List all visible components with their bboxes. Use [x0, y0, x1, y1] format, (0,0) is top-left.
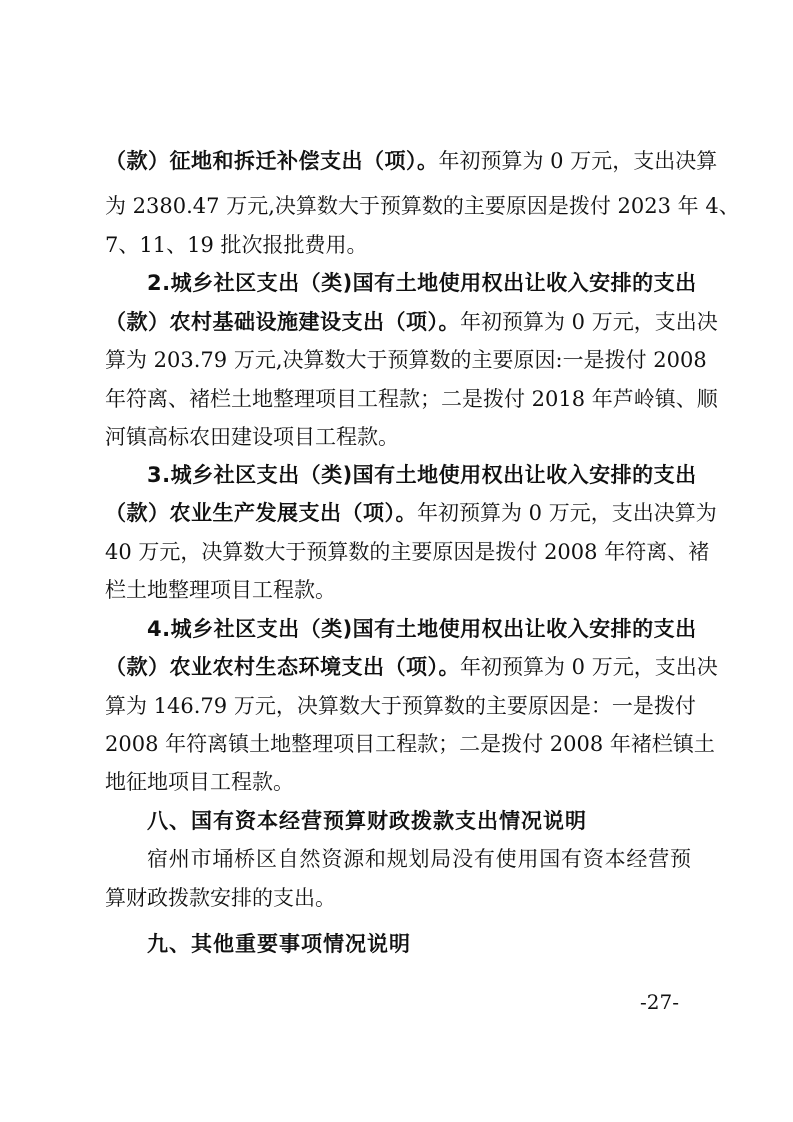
paragraph-4-line-3: 算为 146.79 万元，决算数大于预算数的主要原因是：一是拨付: [105, 694, 696, 718]
body-text: 年初预算为 0 万元，支出决算: [438, 149, 718, 173]
bold-lead: 3.城乡社区支出（类)国有土地使用权出让收入安排的支出: [147, 463, 697, 487]
body-text: 年初预算为 0 万元，支出决: [460, 655, 718, 679]
paragraph-2-line-4: 年符离、褚栏土地整理项目工程款；二是拨付 2018 年芦岭镇、顺: [105, 387, 718, 411]
paragraph-3-line-2: [105, 500, 717, 526]
paragraph-4-line-5: 地征地项目工程款。: [105, 770, 294, 794]
section-8-line-1: 宿州市埇桥区自然资源和规划局没有使用国有资本经营预: [147, 847, 691, 871]
paragraph-2-line-1: [147, 270, 697, 296]
paragraph-4-line-1: [147, 616, 697, 642]
body-text: 年初预算为 0 万元，支出决: [460, 310, 718, 334]
paragraph-3-line-1: [147, 462, 697, 488]
body-text: 年初预算为 0 万元，支出决算为: [417, 501, 717, 525]
page-number: -27-: [640, 990, 679, 1014]
paragraph-1-line-2: 为 2380.47 万元,决算数大于预算数的主要原因是拨付 2023 年 4、: [105, 194, 740, 218]
paragraph-2-line-5: 河镇高标农田建设项目工程款。: [105, 425, 399, 449]
section-9-heading: 九、其他重要事项情况说明: [147, 932, 411, 956]
paragraph-3-line-3: 40 万元，决算数大于预算数的主要原因是拨付 2008 年符离、褚: [105, 540, 710, 564]
section-8-line-2: 算财政拨款安排的支出。: [105, 886, 336, 910]
bold-lead: （款）农业农村生态环境支出（项）。: [105, 655, 460, 679]
paragraph-2-line-2: [105, 309, 718, 335]
paragraph-3-line-4: 栏土地整理项目工程款。: [105, 578, 336, 602]
paragraph-1-line-1: [105, 148, 718, 174]
bold-lead: （款）农村基础设施建设支出（项）。: [105, 310, 460, 334]
bold-lead: 4.城乡社区支出（类)国有土地使用权出让收入安排的支出: [147, 617, 697, 641]
paragraph-4-line-2: [105, 654, 718, 680]
bold-lead: 2.城乡社区支出（类)国有土地使用权出让收入安排的支出: [147, 271, 697, 295]
paragraph-2-line-3: 算为 203.79 万元,决算数大于预算数的主要原因:一是拨付 2008: [105, 348, 707, 372]
section-8-heading: 八、国有资本经营预算财政拨款支出情况说明: [147, 809, 587, 833]
bold-lead: （款）农业生产发展支出（项）。: [105, 501, 417, 525]
paragraph-1-line-3: 7、11、19 批次报批费用。: [105, 233, 368, 257]
bold-lead: （款）征地和拆迁补偿支出（项）。: [105, 149, 439, 173]
paragraph-4-line-4: 2008 年符离镇土地整理项目工程款；二是拨付 2008 年褚栏镇土: [105, 732, 715, 756]
